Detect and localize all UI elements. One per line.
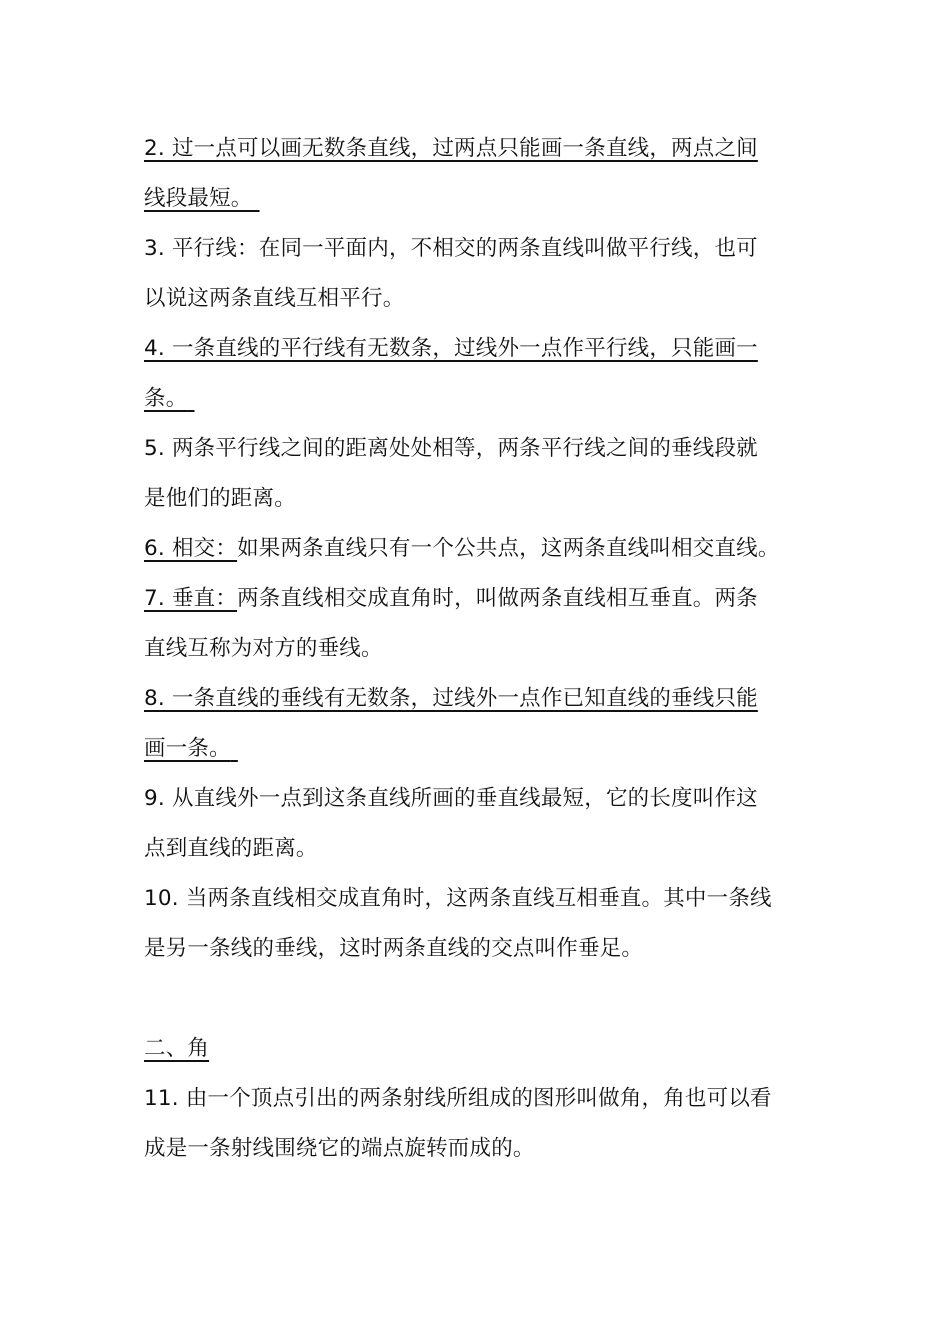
item-4-line-1: 4. 一条直线的平行线有无数条，过线外一点作平行线，只能画一 <box>144 336 758 361</box>
item-7-definition: 两条直线相交成直角时，叫做两条直线相互垂直。两条 <box>237 586 758 611</box>
item-4-line-2: 条。 <box>144 386 188 411</box>
item-6-definition: 如果两条直线只有一个公共点，这两条直线叫相交直线。 <box>237 536 780 561</box>
item-8-line-1: 8. 一条直线的垂线有无数条，过线外一点作已知直线的垂线只能 <box>144 686 758 711</box>
item-10-line-2: 是另一条线的垂线，这时两条直线的交点叫作垂足。 <box>144 936 644 961</box>
item-10 <box>144 874 808 974</box>
item-4 <box>144 324 808 424</box>
item-3-line-1: 3. 平行线：在同一平面内，不相交的两条直线叫做平行线，也可 <box>144 236 758 261</box>
item-6-term: 6. 相交： <box>144 536 238 561</box>
item-6 <box>144 524 808 574</box>
item-10-line-1: 10. 当两条直线相交成直角时，这两条直线互相垂直。其中一条线 <box>144 886 772 911</box>
item-11-line-1: 11. 由一个顶点引出的两条射线所组成的图形叫做角，角也可以看 <box>144 1086 772 1111</box>
item-9 <box>144 774 808 874</box>
item-5 <box>144 424 808 524</box>
item-8 <box>144 674 808 774</box>
item-9-line-2: 点到直线的距离。 <box>144 836 318 861</box>
section-heading <box>144 1024 808 1074</box>
item-11 <box>144 1074 808 1174</box>
item-11-line-2: 成是一条射线围绕它的端点旋转而成的。 <box>144 1136 535 1161</box>
item-2-line-1: 2. 过一点可以画无数条直线，过两点只能画一条直线，两点之间 <box>144 136 758 161</box>
section-heading-text: 二、角 <box>144 1036 210 1061</box>
item-8-line-2: 画一条。 <box>144 736 231 761</box>
document-page <box>144 124 808 1174</box>
item-7 <box>144 574 808 674</box>
item-9-line-1: 9. 从直线外一点到这条直线所画的垂直线最短，它的长度叫作这 <box>144 786 758 811</box>
item-2-line-2: 线段最短。 <box>144 186 253 211</box>
item-3 <box>144 224 808 324</box>
item-2 <box>144 124 808 224</box>
item-7-term: 7. 垂直： <box>144 586 238 611</box>
item-5-line-1: 5. 两条平行线之间的距离处处相等，两条平行线之间的垂线段就 <box>144 436 758 461</box>
item-7-line-2: 直线互称为对方的垂线。 <box>144 636 383 661</box>
item-5-line-2: 是他们的距离。 <box>144 486 296 511</box>
item-3-line-2: 以说这两条直线互相平行。 <box>144 286 405 311</box>
section-spacer <box>144 974 808 1024</box>
